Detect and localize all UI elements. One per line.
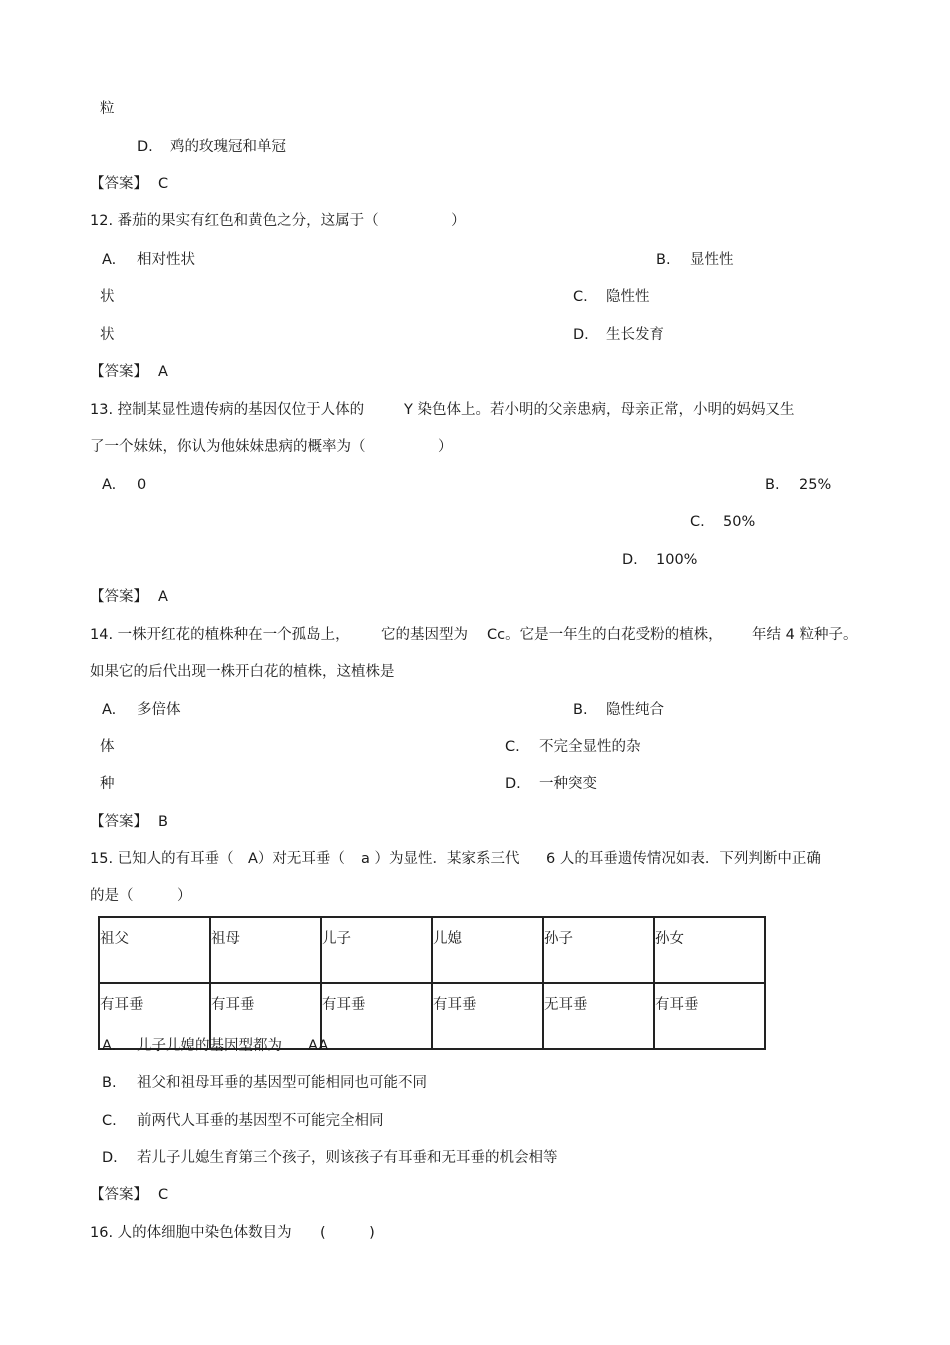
option-text: 显性性 bbox=[690, 252, 734, 268]
option-letter: C. bbox=[505, 739, 520, 755]
option-letter: B. bbox=[656, 252, 671, 268]
question-stem: 如果它的后代出现一株开白花的植株，这植株是 bbox=[90, 664, 395, 680]
answer-value: A bbox=[158, 589, 168, 605]
table-cell: 有耳垂 bbox=[210, 983, 321, 1049]
table-cell: 无耳垂 bbox=[543, 983, 654, 1049]
option-letter: D. bbox=[137, 139, 153, 155]
table-cell: 有耳垂 bbox=[654, 983, 765, 1049]
table-header-cell: 祖母 bbox=[210, 917, 321, 983]
heredity-table bbox=[98, 916, 766, 1050]
table-cell: 有耳垂 bbox=[432, 983, 543, 1049]
option-letter: D. bbox=[505, 776, 521, 792]
answer-label: 【答案】 bbox=[90, 364, 148, 380]
option-text: 一种突变 bbox=[539, 776, 597, 792]
option-text: 前两代人耳垂的基因型不可能完全相同 bbox=[137, 1113, 384, 1129]
table-header-cell: 孙子 bbox=[543, 917, 654, 983]
option-letter: D. bbox=[622, 552, 638, 568]
answer-label: 【答案】 bbox=[90, 589, 148, 605]
question-stem: 13. 控制某显性遗传病的基因仅位于人体的 bbox=[90, 402, 365, 418]
option-text: 不完全显性的杂 bbox=[539, 739, 641, 755]
option-letter: A. bbox=[102, 477, 117, 493]
option-text: 生长发育 bbox=[606, 327, 664, 343]
option-text: 若儿子儿媳生育第三个孩子，则该孩子有耳垂和无耳垂的机会相等 bbox=[137, 1150, 558, 1166]
question-stem: 12. 番茄的果实有红色和黄色之分，这属于（ ） bbox=[90, 213, 466, 229]
option-wrap-text: 状 bbox=[100, 289, 115, 305]
option-letter: B. bbox=[573, 702, 588, 718]
question-stem: a ）为显性．某家系三代 bbox=[361, 851, 520, 867]
option-text: 0 bbox=[137, 477, 147, 493]
option-letter: C. bbox=[102, 1113, 117, 1129]
option-text: AA bbox=[308, 1038, 329, 1054]
option-letter: D. bbox=[573, 327, 589, 343]
table-cell: 有耳垂 bbox=[321, 983, 432, 1049]
option-wrap-text: 状 bbox=[100, 327, 115, 343]
option-letter: A. bbox=[102, 1038, 117, 1054]
question-stem: 16. 人的体细胞中染色体数目为 bbox=[90, 1225, 292, 1241]
answer-value: A bbox=[158, 364, 168, 380]
option-wrap-text: 种 bbox=[100, 776, 115, 792]
question-stem: ( ) bbox=[320, 1225, 375, 1241]
answer-label: 【答案】 bbox=[90, 1187, 148, 1203]
question-stem: A）对无耳垂（ bbox=[248, 851, 345, 867]
option-text: 鸡的玫瑰冠和单冠 bbox=[170, 139, 286, 155]
table-header-cell: 祖父 bbox=[99, 917, 210, 983]
option-letter: C. bbox=[573, 289, 588, 305]
table-row bbox=[99, 917, 765, 983]
option-wrap-text: 体 bbox=[100, 739, 115, 755]
question-stem: Y 染色体上。若小明的父亲患病，母亲正常，小明的妈妈又生 bbox=[404, 402, 795, 418]
answer-value: B bbox=[158, 814, 168, 830]
option-letter: B. bbox=[102, 1075, 117, 1091]
table-header-cell: 儿媳 bbox=[432, 917, 543, 983]
table-header-cell: 儿子 bbox=[321, 917, 432, 983]
question-stem: 它的基因型为 bbox=[381, 627, 468, 643]
option-letter: A. bbox=[102, 252, 117, 268]
question-stem: 了一个妹妹，你认为他妹妹患病的概率为（ ） bbox=[90, 439, 453, 455]
table-cell: 有耳垂 bbox=[99, 983, 210, 1049]
option-letter: D. bbox=[102, 1150, 118, 1166]
option-text: 祖父和祖母耳垂的基因型可能相同也可能不同 bbox=[137, 1075, 427, 1091]
answer-label: 【答案】 bbox=[90, 814, 148, 830]
option-text: 50% bbox=[723, 514, 756, 530]
option-text: 隐性纯合 bbox=[606, 702, 664, 718]
option-text: 25% bbox=[799, 477, 832, 493]
answer-label: 【答案】 bbox=[90, 176, 148, 192]
option-text: 隐性性 bbox=[606, 289, 650, 305]
question-stem: Cc。它是一年生的白花受粉的植株， bbox=[487, 627, 723, 643]
answer-value: C bbox=[158, 1187, 169, 1203]
question-stem: 的是（ ） bbox=[90, 888, 192, 904]
question-stem: 年结 4 粒种子。 bbox=[752, 627, 858, 643]
option-text: 儿子儿媳的基因型都为 bbox=[137, 1038, 282, 1054]
continued-option-tail: 粒 bbox=[100, 101, 115, 117]
option-letter: A. bbox=[102, 702, 117, 718]
option-letter: C. bbox=[690, 514, 705, 530]
option-text: 相对性状 bbox=[137, 252, 195, 268]
question-stem: 15. 已知人的有耳垂（ bbox=[90, 851, 234, 867]
option-text: 100% bbox=[656, 552, 698, 568]
option-letter: B. bbox=[765, 477, 780, 493]
table-header-cell: 孙女 bbox=[654, 917, 765, 983]
question-stem: 6 人的耳垂遗传情况如表．下列判断中正确 bbox=[546, 851, 821, 867]
option-text: 多倍体 bbox=[137, 702, 181, 718]
question-stem: 14. 一株开红花的植株种在一个孤岛上， bbox=[90, 627, 350, 643]
answer-value: C bbox=[158, 176, 169, 192]
